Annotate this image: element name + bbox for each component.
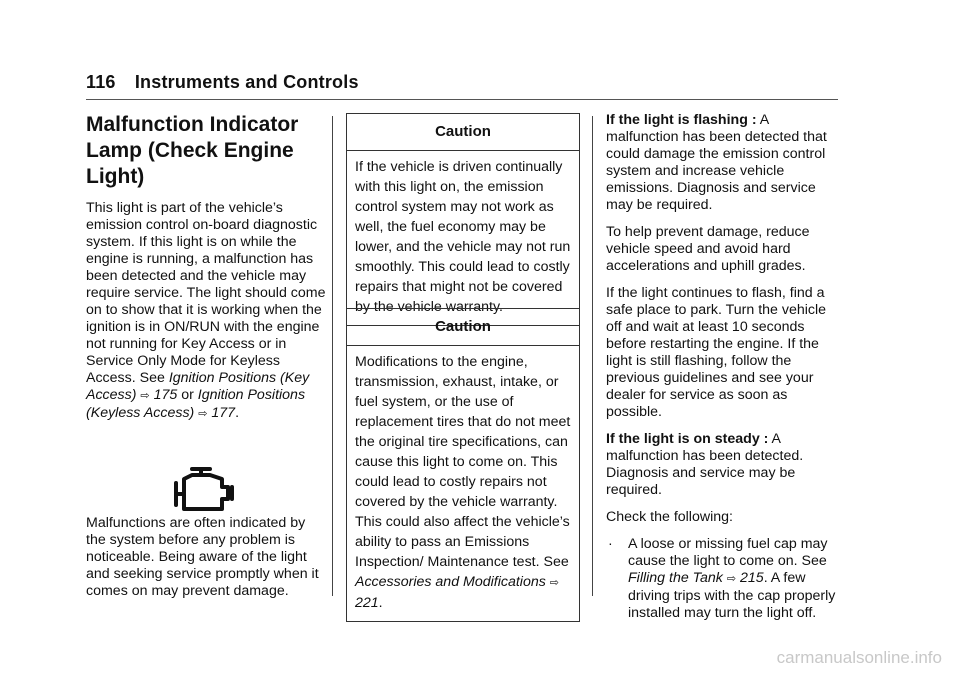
section-title: Instruments and Controls <box>134 72 359 92</box>
ref-accessories[interactable]: Accessories and Modifications <box>355 574 546 590</box>
caution-body: If the vehicle is driven continually with this light on, the emission control system may not work as well, the fuel economy may be lower, and the vehicle may not run smoothly. This could lead to costly repairs that might not be covered by the vehicle warranty. <box>355 159 571 315</box>
malfunction-paragraph: Malfunctions are often indicated by the system before any problem is noticeable. Being aware of the light and seeking service promptly when it comes on may prevent damage. <box>86 515 319 599</box>
ref-page-177[interactable]: 177 <box>211 405 236 421</box>
column-3 <box>606 112 842 622</box>
ref-page-175[interactable]: 175 <box>153 387 178 403</box>
ref-page-221[interactable]: 221 <box>355 595 379 611</box>
caution-title: Caution <box>347 309 579 346</box>
check-list <box>606 536 842 622</box>
column-1 <box>86 112 326 599</box>
column-divider-2 <box>592 116 593 596</box>
period: . <box>378 595 383 611</box>
bullet-tail: . A few driving trips with the cap properly installed may turn the light off. <box>628 570 836 621</box>
ref-ignition-key[interactable]: Ignition Positions (Key Access) <box>86 370 310 403</box>
or-word: or <box>181 387 194 403</box>
flashing-text: A malfunction has been detected that could damage the emission control system and increase vehicle emissions. Diagnosis and service may be required. <box>606 112 827 213</box>
check-following: Check the following: <box>606 509 733 525</box>
steady-label: If the light is on steady : <box>606 431 769 447</box>
column-divider-1 <box>332 116 333 596</box>
intro-paragraph <box>86 200 326 423</box>
ref-arrow: ⇨ <box>198 408 208 420</box>
period: . <box>235 405 240 421</box>
ref-ignition-keyless[interactable]: Ignition Positions (Keyless Access) <box>86 387 306 421</box>
flashing-paragraph <box>606 112 842 214</box>
continue-paragraph: If the light continues to flash, find a safe place to park. Turn the vehicle off and wait at least 10 seconds before restarting the engine. If the light is still flashing, follow the previous guidelines and see your dealer for service as soon as possible. <box>606 285 827 420</box>
section-heading: Malfunction Indicator Lamp (Check Engine Light) <box>86 113 299 188</box>
intro-text: This light is part of the vehicle’s emission control on-board diagnostic system. If this light is on while the engine is running, a malfunction has been detected and the vehicle may require service. The light should come on to show that it is working when the ignition is in ON/RUN with the engine not running for Key Access or in Service Only Mode for Keyless Access. See <box>86 200 326 386</box>
caution-text: Modifications to the engine, transmission, exhaust, intake, or fuel system, or the use of replacement tires that do not meet the original tire specifications, can cause this light to come on. This could lead to costly repairs not covered by the vehicle warranty. This could also affect the vehicle’s ability to pass an Emissions Inspection/ Maintenance test. See <box>355 354 571 570</box>
header-rule <box>86 99 838 100</box>
page-number: 116 <box>86 72 116 92</box>
ref-arrow: ⇨ <box>549 577 560 589</box>
steady-text: A malfunction has been detected. Diagnosis and service may be required. <box>606 431 804 498</box>
watermark: carmanualsonline.info <box>776 648 942 667</box>
page-header <box>86 72 359 93</box>
ref-arrow: ⇨ <box>726 573 737 585</box>
ref-arrow: ⇨ <box>140 390 150 402</box>
list-item <box>606 536 842 622</box>
check-engine-icon <box>172 465 236 515</box>
bullet-dot: · <box>608 536 613 552</box>
ref-filling-tank[interactable]: Filling the Tank <box>628 570 723 586</box>
caution-title: Caution <box>347 114 579 151</box>
flashing-label: If the light is flashing : <box>606 112 757 128</box>
caution-box-2 <box>346 308 580 622</box>
prevent-paragraph: To help prevent damage, reduce vehicle speed and avoid hard accelerations and uphill grades. <box>606 224 810 274</box>
bullet-text: A loose or missing fuel cap may cause the light to come on. See <box>628 536 828 569</box>
steady-paragraph <box>606 431 842 499</box>
caution-body <box>347 346 579 621</box>
caution-box-1 <box>346 113 580 326</box>
ref-page-215[interactable]: 215 <box>740 570 764 586</box>
